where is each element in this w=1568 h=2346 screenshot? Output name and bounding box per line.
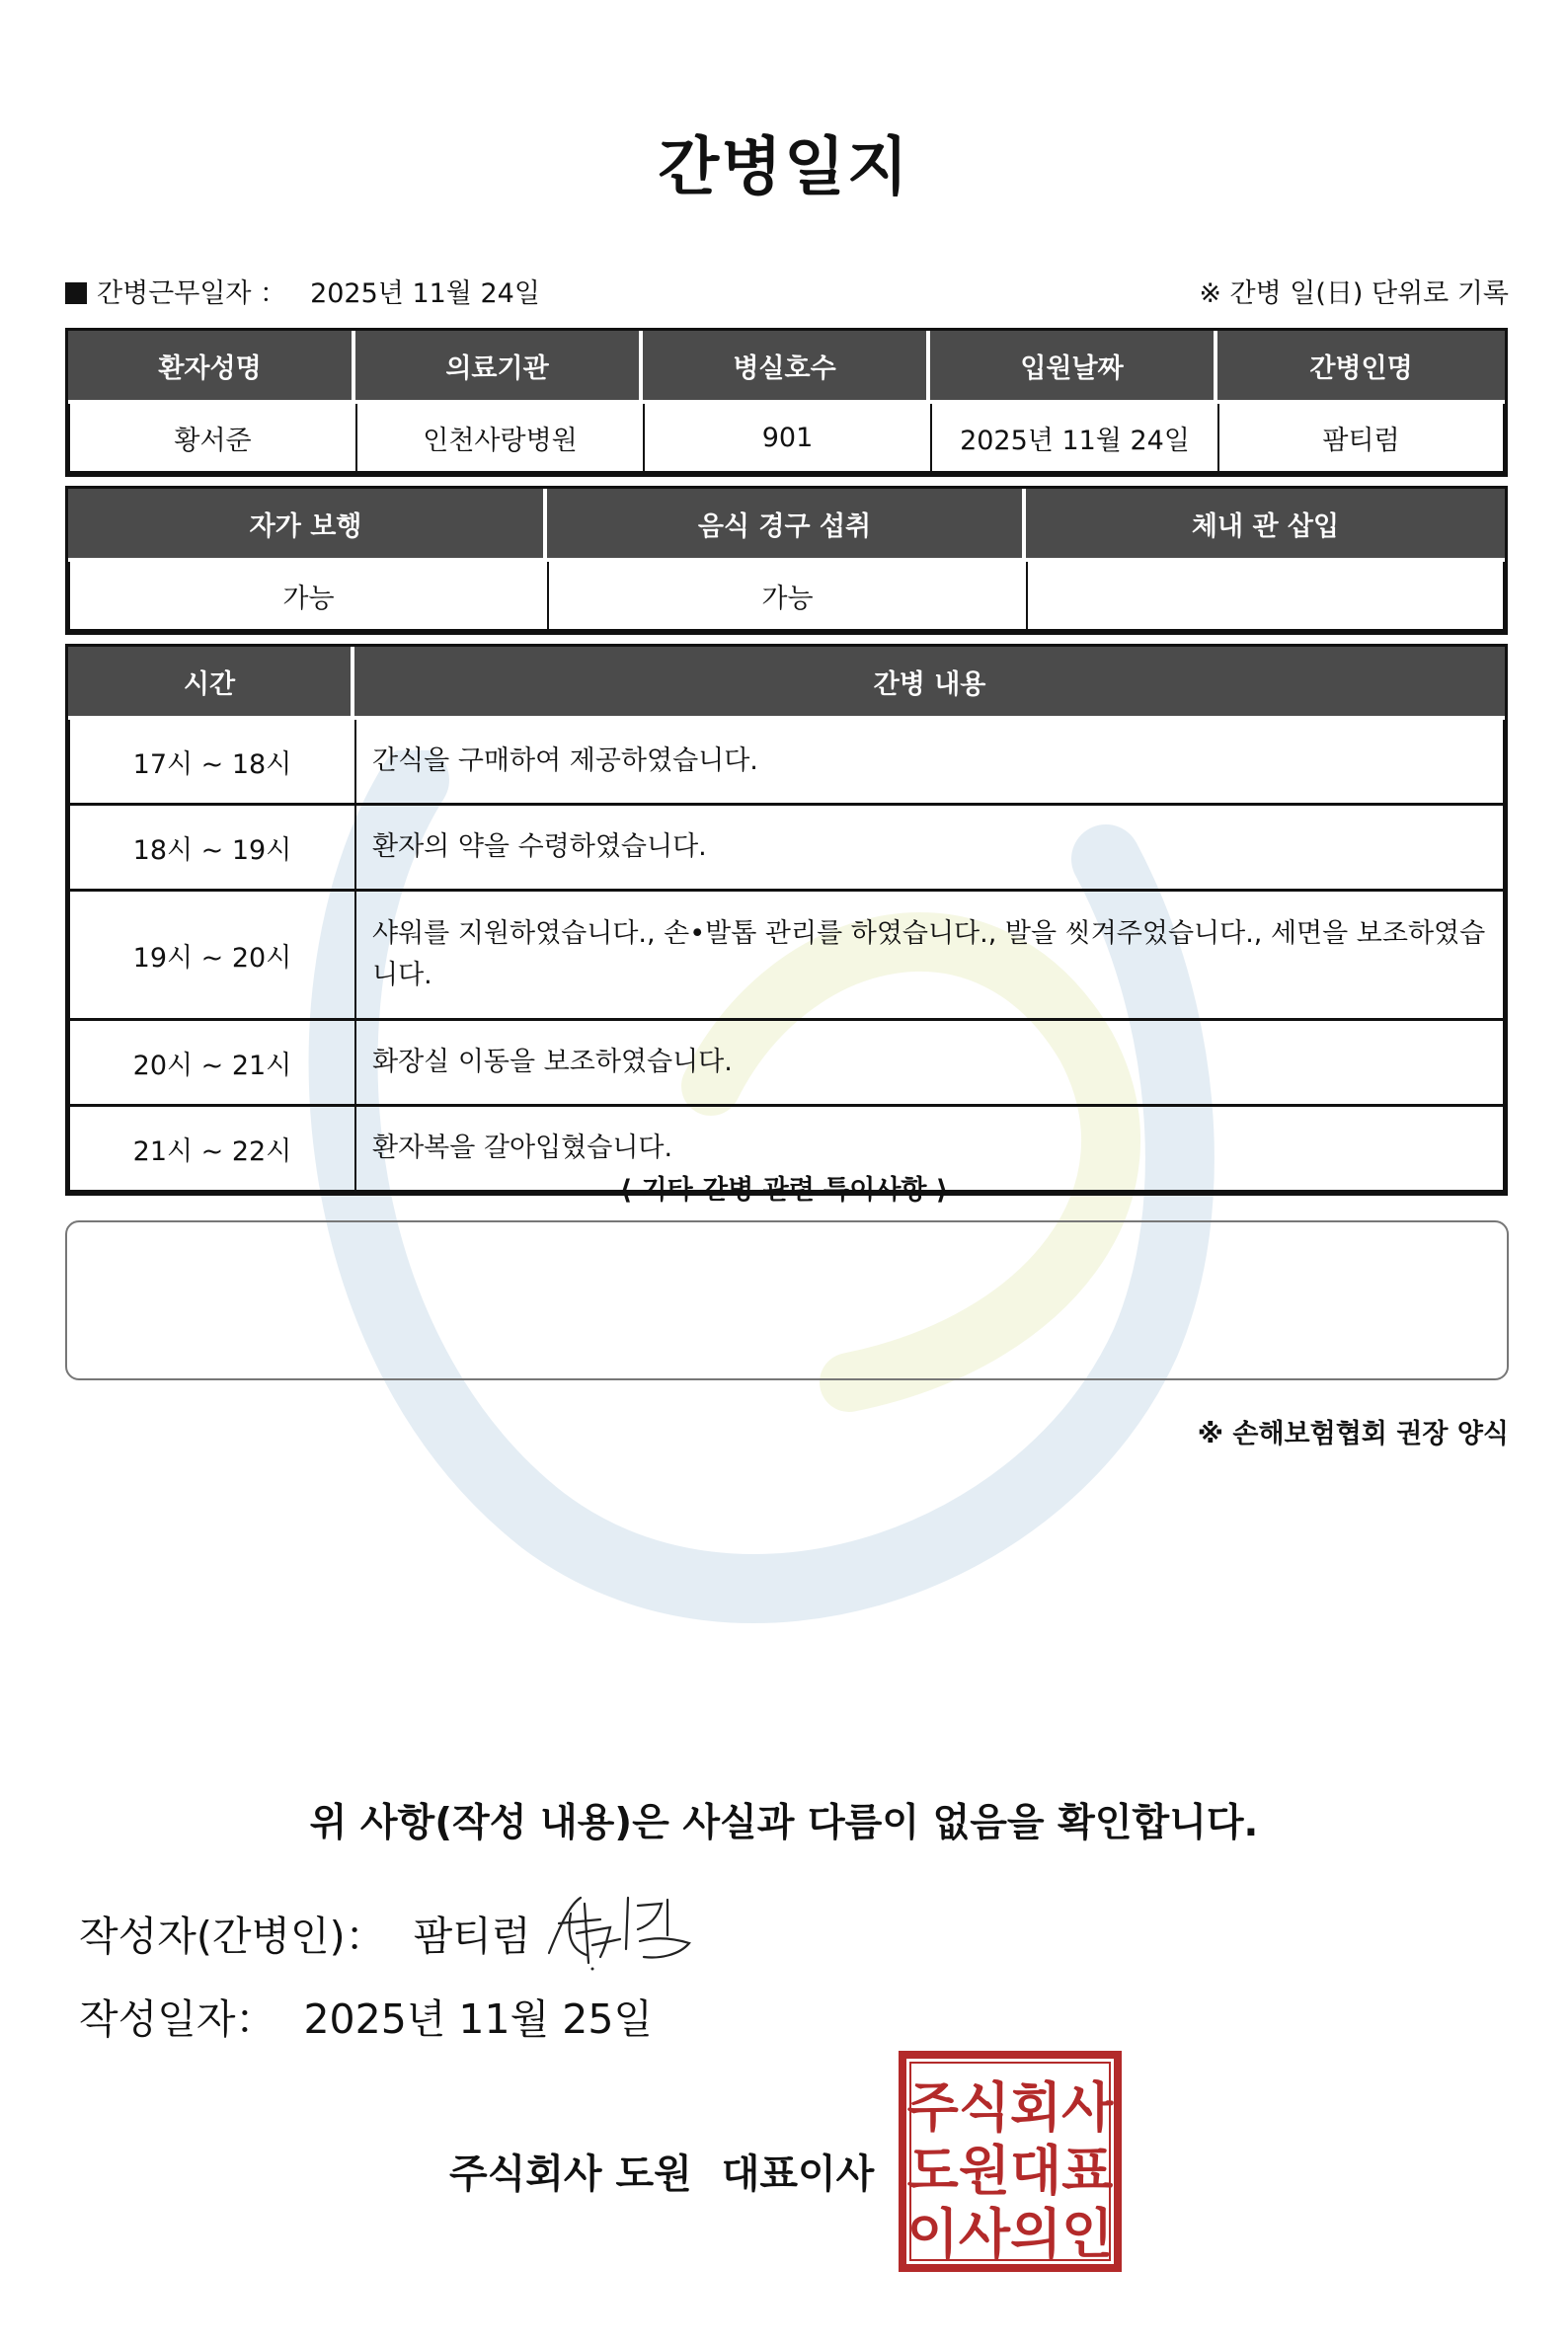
patient-info-table [65, 328, 1508, 477]
hospital-name: 인천사랑병원 [355, 404, 643, 474]
company-signoff [449, 2143, 874, 2199]
company-seal-stamp [899, 2051, 1122, 2272]
handwritten-signature [541, 1884, 699, 1973]
care-time: 20시 ~ 21시 [68, 1021, 354, 1107]
work-date-row [65, 272, 540, 310]
care-content: 간식을 구매하여 제공하였습니다. [354, 720, 1505, 806]
extra-notes-title: ⟨ 기타 간병 관련 특이사항 ⟩ [619, 1175, 949, 1206]
header-patient-name: 환자성명 [68, 331, 355, 404]
record-note: ※ 간병 일(日) 단위로 기록 [1199, 278, 1509, 309]
care-time: 18시 ~ 19시 [68, 806, 354, 892]
writer-name: 팜티럼 [413, 1913, 531, 1960]
written-date-row [79, 1987, 653, 2045]
extra-notes-box [65, 1220, 1509, 1380]
patient-name: 황서준 [68, 404, 355, 474]
header-self-walking: 자가 보행 [68, 489, 547, 562]
seal-line-1: 주식회사 [906, 2076, 1114, 2139]
table-row [68, 1021, 1505, 1107]
writer-row [79, 1904, 530, 1962]
header-time: 시간 [68, 647, 354, 720]
care-content: 환자복을 갈아입혔습니다. [354, 1107, 1505, 1193]
work-date-label: 간병근무일자 ： [97, 278, 287, 309]
confirmation-statement: 위 사항(작성 내용)은 사실과 다름이 없음을 확인합니다. [309, 1801, 1259, 1845]
care-time: 21시 ~ 22시 [68, 1107, 354, 1193]
header-hospital: 의료기관 [355, 331, 643, 404]
care-content: 화장실 이동을 보조하였습니다. [354, 1021, 1505, 1107]
source-note: ※ 손해보험협회 권장 양식 [1197, 1419, 1509, 1449]
room-number: 901 [643, 404, 930, 474]
header-oral-intake: 음식 경구 섭취 [547, 489, 1026, 562]
oral-intake-value: 가능 [547, 562, 1026, 632]
header-care-content: 간병 내용 [354, 647, 1505, 720]
table-row [68, 720, 1505, 806]
header-tube-insertion: 체내 관 삽입 [1026, 489, 1505, 562]
table-row [68, 806, 1505, 892]
caregiver-name: 팜티럼 [1217, 404, 1505, 474]
care-content: 환자의 약을 수령하였습니다. [354, 806, 1505, 892]
written-date: 2025년 11월 25일 [303, 1995, 654, 2043]
header-room: 병실호수 [643, 331, 930, 404]
care-log-table [65, 644, 1508, 1196]
care-time: 17시 ~ 18시 [68, 720, 354, 806]
seal-line-2: 도원대표 [906, 2140, 1114, 2202]
company-name: 주식회사 도원 [449, 2151, 692, 2197]
ceo-title: 대표이사 [721, 2151, 875, 2197]
square-bullet-icon [65, 282, 87, 304]
patient-status-table [65, 486, 1508, 635]
written-date-label: 작성일자： [79, 1995, 276, 2043]
care-time: 19시 ~ 20시 [68, 892, 354, 1021]
care-content: 샤워를 지원하였습니다., 손•발톱 관리를 하였습니다., 발을 씻겨주었습니다., 세면을 보조하였습니다. [354, 892, 1505, 1021]
self-walking-value: 가능 [68, 562, 547, 632]
seal-line-3: 이사의인 [906, 2203, 1114, 2265]
header-admission-date: 입원날짜 [930, 331, 1217, 404]
tube-insertion-value [1026, 562, 1505, 632]
page-title: 간병일지 [658, 131, 910, 204]
work-date-value: 2025년 11월 24일 [310, 278, 540, 309]
table-row [68, 892, 1505, 1021]
admission-date: 2025년 11월 24일 [930, 404, 1217, 474]
writer-label: 작성자(간병인)： [79, 1913, 386, 1960]
header-caregiver: 간병인명 [1217, 331, 1505, 404]
